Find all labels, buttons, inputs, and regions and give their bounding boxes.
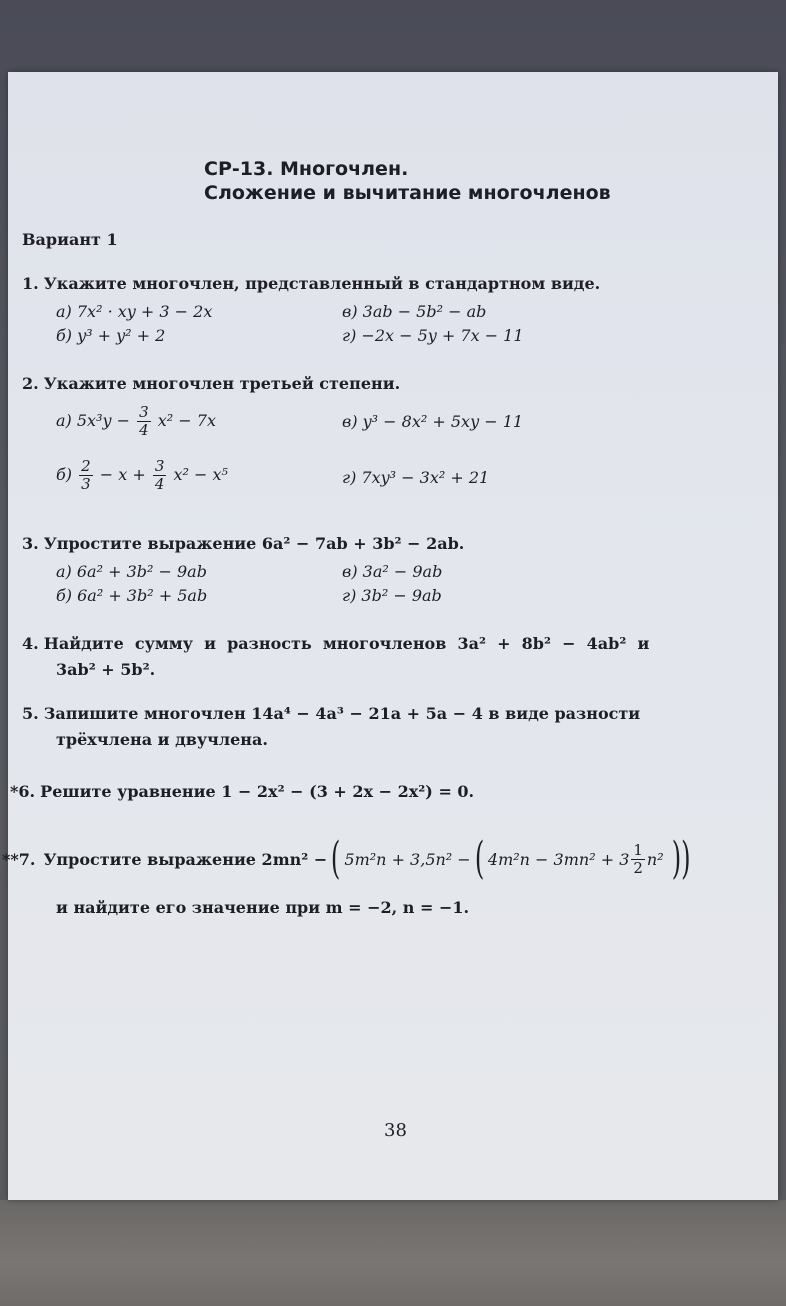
q3-option-v: в) 3a² − 9ab [342,562,443,581]
q3-option-a: а) 6a² + 3b² − 9ab [56,562,207,581]
question-text-line2: трёхчлена и двучлена. [56,730,268,749]
question-text-line1: Найдите сумму и разность многочленов 3a² + 8b² − 4ab² и [43,634,650,653]
question-1 [22,274,600,293]
variant-heading: Вариант 1 [22,230,118,249]
q2-b-pre: б) [56,465,73,484]
q2-option-v: в) y³ − 8x² + 5xy − 11 [342,412,524,431]
q2-b-post: x² − x⁵ [173,465,228,484]
fraction: $\frac{3}{4}$ [154,457,165,493]
question-number: 5. [22,704,39,723]
question-7 [2,834,698,884]
open-paren: ( [474,833,485,884]
page-number: 38 [384,1120,407,1141]
question-text-line2: 3ab² + 5b². [56,660,156,679]
q2-option-b [56,458,228,493]
question-text: Упростите выражение 2mn² − [43,849,328,869]
question-4 [22,634,649,653]
q2-option-g: г) 7xy³ − 3x² + 21 [342,468,490,487]
q1-option-v: в) 3ab − 5b² − ab [342,302,487,321]
q1-option-b: б) y³ + y² + 2 [56,326,166,345]
q1-option-a: а) 7x² · xy + 3 − 2x [56,302,213,321]
worksheet-page [2,72,778,1200]
q2-option-a [56,404,216,439]
question-2 [22,374,400,393]
fraction: $\frac{1}{2}$ [633,840,643,877]
question-number: *6. [10,782,36,801]
question-number: 1. [22,274,39,293]
inner-post: n² [646,849,664,869]
q3-option-b: б) 6a² + 3b² + 5ab [56,586,208,605]
q2-a-pre: а) 5x³y − [56,411,131,430]
question-text: Укажите многочлен третьей степени. [43,374,401,393]
question-text: Укажите многочлен, представленный в стандартном виде. [43,274,601,293]
question-text: Упростите выражение 6a² − 7ab + 3b² − 2ab. [43,534,465,553]
question-number: 4. [22,634,39,653]
question-4-line2 [56,660,155,679]
q2-b-mid: − x + [99,465,146,484]
table-surface [0,1200,786,1306]
page-title-line1: СР-13. Многочлен. [204,158,409,180]
question-number: 3. [22,534,39,553]
question-number: **7. [2,849,36,869]
page-title-line2: Сложение и вычитание многочленов [204,182,611,204]
inner-expression-2: 4m²n − 3mn² + 3 [487,849,630,869]
inner-expression-1: 5m²n + 3,5n² − [344,849,471,869]
fraction: $\frac{2}{3}$ [81,457,91,493]
question-5-line2 [56,730,268,749]
question-text-line1: Запишите многочлен 14a⁴ − 4a³ − 21a + 5a − 4 в виде разности [43,704,641,723]
question-7-line2 [56,898,469,917]
q1-option-g: г) −2x − 5y + 7x − 11 [342,326,524,345]
question-text-line2: и найдите его значение при m = −2, n = −1. [56,898,470,917]
question-5 [22,704,640,723]
question-text: Решите уравнение 1 − 2x² − (3 + 2x − 2x²) = 0. [40,782,475,801]
question-number: 2. [22,374,39,393]
q2-a-post: x² − 7x [157,411,216,430]
open-paren: ( [331,833,341,884]
question-6 [10,782,474,801]
fraction: $\frac{3}{4}$ [139,403,149,439]
q3-option-g: г) 3b² − 9ab [342,586,442,605]
question-3 [22,534,464,553]
close-paren: )) [671,833,691,884]
